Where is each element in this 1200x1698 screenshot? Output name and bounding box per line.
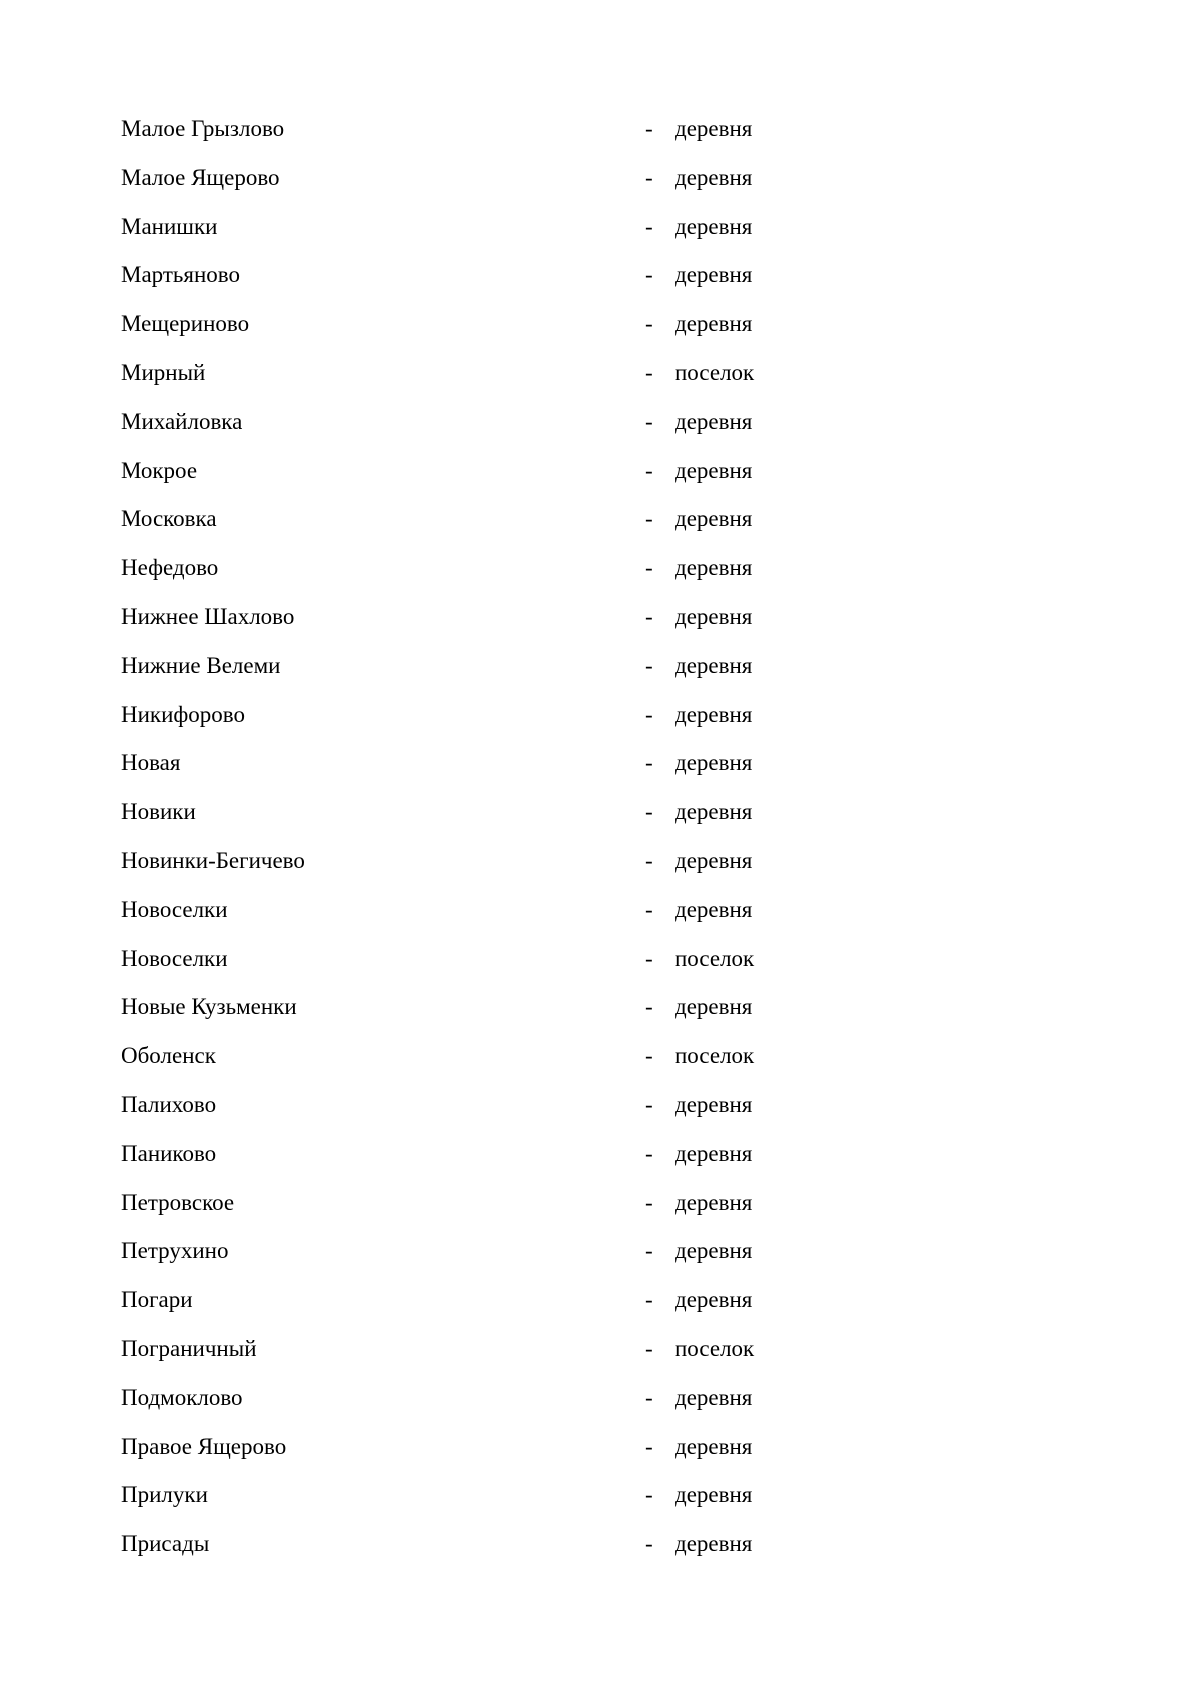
settlement-name: Московка — [121, 506, 217, 532]
separator-dash: - — [645, 359, 653, 385]
settlement-type: деревня — [675, 799, 753, 825]
settlement-type: деревня — [675, 164, 753, 190]
settlement-row — [0, 691, 1200, 740]
separator-dash: - — [645, 1287, 653, 1313]
separator-dash: - — [645, 652, 653, 678]
settlement-type: поселок — [675, 1335, 755, 1361]
settlement-name: Нефедово — [121, 555, 219, 581]
separator-dash: - — [645, 408, 653, 434]
settlement-row — [0, 300, 1200, 349]
settlement-name: Новая — [121, 750, 181, 776]
separator-dash: - — [645, 1531, 653, 1557]
settlement-name: Михайловка — [121, 408, 243, 434]
settlement-type: деревня — [675, 1287, 753, 1313]
settlement-type: деревня — [675, 1189, 753, 1215]
settlement-row — [0, 154, 1200, 203]
separator-dash: - — [645, 847, 653, 873]
separator-dash: - — [645, 506, 653, 532]
settlement-row — [0, 1471, 1200, 1520]
separator-dash: - — [645, 116, 653, 141]
settlement-name: Паниково — [121, 1140, 217, 1166]
settlement-type: деревня — [675, 994, 753, 1020]
separator-dash: - — [645, 750, 653, 776]
separator-dash: - — [645, 1140, 653, 1166]
settlement-row — [0, 447, 1200, 496]
settlement-type: деревня — [675, 1238, 753, 1264]
separator-dash: - — [645, 262, 653, 288]
settlement-row — [0, 1325, 1200, 1374]
separator-dash: - — [645, 1043, 653, 1069]
settlement-name: Пограничный — [121, 1335, 257, 1361]
settlement-row — [0, 1520, 1200, 1569]
settlement-type: деревня — [675, 603, 753, 629]
settlement-row — [0, 544, 1200, 593]
settlement-type: деревня — [675, 506, 753, 532]
settlement-name: Новоселки — [121, 945, 228, 971]
settlement-name: Манишки — [121, 213, 218, 239]
settlement-name: Новинки-Бегичево — [121, 847, 305, 873]
settlement-name: Подмоклово — [121, 1384, 243, 1410]
settlement-type: деревня — [675, 311, 753, 337]
settlement-row — [0, 1374, 1200, 1423]
settlement-type: деревня — [675, 116, 753, 141]
settlement-row — [0, 739, 1200, 788]
settlement-type: деревня — [675, 457, 753, 483]
settlement-type: деревня — [675, 1433, 753, 1459]
settlement-name: Оболенск — [121, 1043, 216, 1069]
settlement-name: Мирный — [121, 359, 206, 385]
settlement-row — [0, 983, 1200, 1032]
settlement-row — [0, 349, 1200, 398]
separator-dash: - — [645, 555, 653, 581]
settlement-row — [0, 1130, 1200, 1179]
settlement-row — [0, 935, 1200, 984]
separator-dash: - — [645, 896, 653, 922]
settlement-row — [0, 398, 1200, 447]
settlement-type: поселок — [675, 945, 755, 971]
settlement-name: Петрухино — [121, 1238, 229, 1264]
settlement-name: Новые Кузьменки — [121, 994, 297, 1020]
settlement-list — [0, 105, 1200, 1569]
settlement-row — [0, 1227, 1200, 1276]
settlement-name: Прилуки — [121, 1482, 208, 1508]
separator-dash: - — [645, 213, 653, 239]
separator-dash: - — [645, 701, 653, 727]
separator-dash: - — [645, 994, 653, 1020]
separator-dash: - — [645, 311, 653, 337]
settlement-type: деревня — [675, 652, 753, 678]
settlement-name: Мартьяново — [121, 262, 240, 288]
separator-dash: - — [645, 1335, 653, 1361]
settlement-row — [0, 1179, 1200, 1228]
settlement-name: Правое Ящерово — [121, 1433, 287, 1459]
settlement-row — [0, 642, 1200, 691]
settlement-name: Мещериново — [121, 311, 250, 337]
settlement-name: Присады — [121, 1531, 210, 1557]
settlement-name: Нижние Велеми — [121, 652, 281, 678]
separator-dash: - — [645, 799, 653, 825]
settlement-name: Палихово — [121, 1091, 217, 1117]
settlement-row — [0, 1081, 1200, 1130]
settlement-type: деревня — [675, 555, 753, 581]
settlement-name: Малое Ящерово — [121, 164, 280, 190]
settlement-name: Никифорово — [121, 701, 246, 727]
settlement-row — [0, 593, 1200, 642]
settlement-row — [0, 788, 1200, 837]
settlement-type: деревня — [675, 1091, 753, 1117]
settlement-row — [0, 105, 1200, 154]
settlement-name: Новики — [121, 799, 196, 825]
settlement-row — [0, 1276, 1200, 1325]
settlement-type: деревня — [675, 1384, 753, 1410]
separator-dash: - — [645, 1189, 653, 1215]
settlement-row — [0, 203, 1200, 252]
settlement-type: деревня — [675, 896, 753, 922]
settlement-row — [0, 1032, 1200, 1081]
settlement-type: деревня — [675, 1140, 753, 1166]
separator-dash: - — [645, 1238, 653, 1264]
settlement-type: поселок — [675, 1043, 755, 1069]
separator-dash: - — [645, 1433, 653, 1459]
settlement-type: деревня — [675, 1482, 753, 1508]
settlement-row — [0, 886, 1200, 935]
settlement-name: Погари — [121, 1287, 193, 1313]
separator-dash: - — [645, 457, 653, 483]
settlement-type: деревня — [675, 847, 753, 873]
settlement-name: Новоселки — [121, 896, 228, 922]
settlement-name: Нижнее Шахлово — [121, 603, 295, 629]
settlement-type: деревня — [675, 750, 753, 776]
separator-dash: - — [645, 1384, 653, 1410]
settlement-row — [0, 1423, 1200, 1472]
settlement-name: Мокрое — [121, 457, 198, 483]
settlement-type: деревня — [675, 408, 753, 434]
settlement-type: деревня — [675, 213, 753, 239]
separator-dash: - — [645, 945, 653, 971]
settlement-row — [0, 495, 1200, 544]
separator-dash: - — [645, 164, 653, 190]
settlement-type: деревня — [675, 701, 753, 727]
settlement-type: деревня — [675, 1531, 753, 1557]
separator-dash: - — [645, 1482, 653, 1508]
separator-dash: - — [645, 1091, 653, 1117]
settlement-type: деревня — [675, 262, 753, 288]
settlement-name: Петровское — [121, 1189, 235, 1215]
settlement-type: поселок — [675, 359, 755, 385]
separator-dash: - — [645, 603, 653, 629]
settlement-row — [0, 251, 1200, 300]
settlement-row — [0, 837, 1200, 886]
settlement-name: Малое Грызлово — [121, 116, 285, 141]
